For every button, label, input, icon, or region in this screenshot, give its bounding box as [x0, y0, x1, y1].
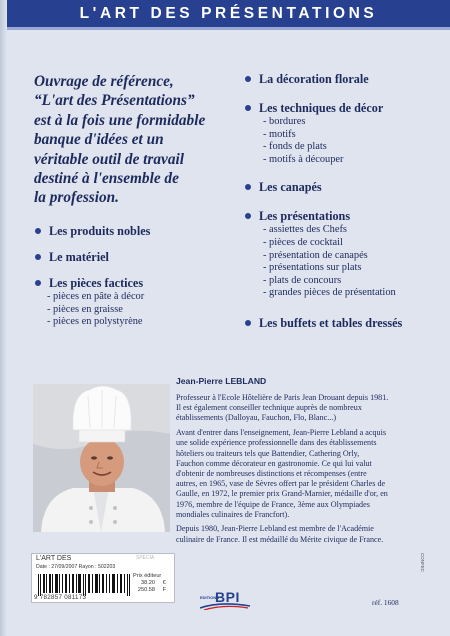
section-item: - grandes pièces de présentation: [263, 287, 396, 299]
barcode-icon: [38, 574, 130, 596]
sticker-date-line: Date : 27/09/2007 Rayon : 502203: [36, 564, 116, 570]
publisher-name: BPI: [215, 589, 240, 605]
section-title: La décoration florale: [243, 72, 402, 87]
section-item: - pièces en polystyrène: [47, 316, 143, 328]
bio-line: Fauchon comme décorateur en gastronomie. Ce qui lui valut: [176, 458, 372, 468]
right-contents-list: [243, 72, 402, 331]
left-contents-list: [33, 224, 150, 329]
bio-line: Il est également conseiller technique auprès de nombreux: [176, 403, 362, 413]
publisher-swoosh-icon: [200, 602, 250, 610]
contents-section: [243, 101, 402, 166]
section-title: Les pièces factices: [33, 276, 150, 291]
section-item: - présentation de canapés: [263, 249, 368, 261]
intro-line: la profession.: [34, 189, 119, 207]
bio-line: Gaulle, en 1972, le premier prix Grand-Marnier, médaille d'or, en: [176, 489, 388, 499]
bio-line: autres, en 1965, vase de Sèvres offert par le président Charles de: [176, 479, 386, 489]
bio-line: Depuis 1980, Jean-Pierre Lebland est membre de l'Académie: [176, 524, 374, 534]
contents-section: [243, 209, 402, 300]
currency-euro: €: [162, 580, 166, 586]
intro-line: banque d'idées et un: [34, 131, 164, 149]
section-item: - fonds de plats: [263, 141, 327, 153]
price-sticker: [31, 553, 175, 603]
chef-portrait-image: [33, 384, 170, 532]
bio-line: Professeur à l'Ecole Hôtelière de Paris Jean Drouant depuis 1981.: [176, 393, 389, 402]
barcode-number: 9 782857 081173: [34, 594, 87, 601]
bio-paragraph: [176, 393, 416, 424]
section-title: Les buffets et tables dressés: [243, 316, 402, 331]
contents-section: [33, 250, 150, 265]
contents-section: [33, 276, 150, 329]
section-title: Le matériel: [33, 250, 150, 265]
bio-line: 1976, membre de l'équipe de France, 3ème aux Olympiades: [176, 499, 370, 509]
price-euro: 38.20: [141, 580, 155, 586]
sticker-title: L'ART DES: [36, 555, 72, 562]
bio-line: culinaire de France. Il est médaillé du Mérite civique de France.: [176, 534, 384, 544]
bio-line: une solide expérience professionnelle dans des établissements: [176, 438, 377, 448]
intro-line: “L'art des Présentations”: [34, 92, 195, 110]
bio-line: hôteliers ou traiteurs tels que Battendier, Cathering Orly,: [176, 448, 360, 458]
contents-section: [243, 72, 402, 87]
section-item: - pièces en graisse: [47, 303, 123, 315]
author-biography: [176, 393, 416, 549]
section-item: - présentations sur plats: [263, 262, 362, 274]
sticker-faint-stamp: SPECIA: [136, 555, 155, 561]
reference-number: réf. 1608: [372, 598, 399, 607]
series-title: L'ART DES PRÉSENTATIONS: [79, 5, 378, 22]
contents-section: [243, 180, 402, 195]
section-item: - bordures: [263, 116, 306, 127]
bio-line: Avant d'entrer dans l'enseignement, Jean-Pierre Lebland a acquis: [176, 428, 386, 438]
section-title: Les techniques de décor: [243, 101, 402, 116]
price-label: Prix éditeur: [133, 573, 162, 579]
intro-line: destiné à l'ensemble de: [34, 170, 179, 188]
publisher-small-text: EDITIONS: [200, 595, 219, 600]
author-photo: [33, 384, 170, 532]
section-item: - pièces en pâte à décor: [47, 291, 145, 302]
intro-line: Ouvrage de référence,: [34, 73, 174, 90]
currency-franc: F: [162, 587, 166, 593]
section-title: Les produits nobles: [33, 224, 150, 239]
bio-paragraph: [176, 524, 416, 544]
intro-line: est à la fois une formidable: [34, 111, 206, 129]
bio-line: d'obtenir de nombreuses distinctions et récompenses (entre: [176, 468, 367, 478]
section-item: - motifs: [263, 128, 296, 140]
contents-section: [33, 224, 150, 239]
author-name: Jean-Pierre LEBLAND: [176, 376, 267, 386]
header-band: [7, 0, 450, 30]
section-item: - assiettes des Chefs: [263, 224, 347, 236]
binding-edge: [0, 0, 7, 636]
bio-line: établissements (Dalloyau, Fauchon, Flo, Blanc...): [176, 413, 337, 423]
price-box: [133, 573, 169, 600]
section-title: Les présentations: [243, 209, 402, 224]
section-item: - plats de concours: [263, 274, 342, 286]
price-franc: 250.58: [137, 587, 155, 593]
section-item: - motifs à découper: [263, 153, 344, 165]
intro-text: [34, 72, 239, 208]
intro-line: véritable outil de travail: [34, 150, 184, 168]
section-item: - pièces de cocktail: [263, 236, 343, 248]
publisher-logo: [200, 589, 250, 611]
contents-section: [243, 316, 402, 331]
bio-paragraph: [176, 428, 416, 520]
bio-line: mondiales culinaires de Francfort).: [176, 509, 290, 519]
side-code: CONFEC: [420, 553, 425, 572]
section-title: Les canapés: [243, 180, 402, 195]
